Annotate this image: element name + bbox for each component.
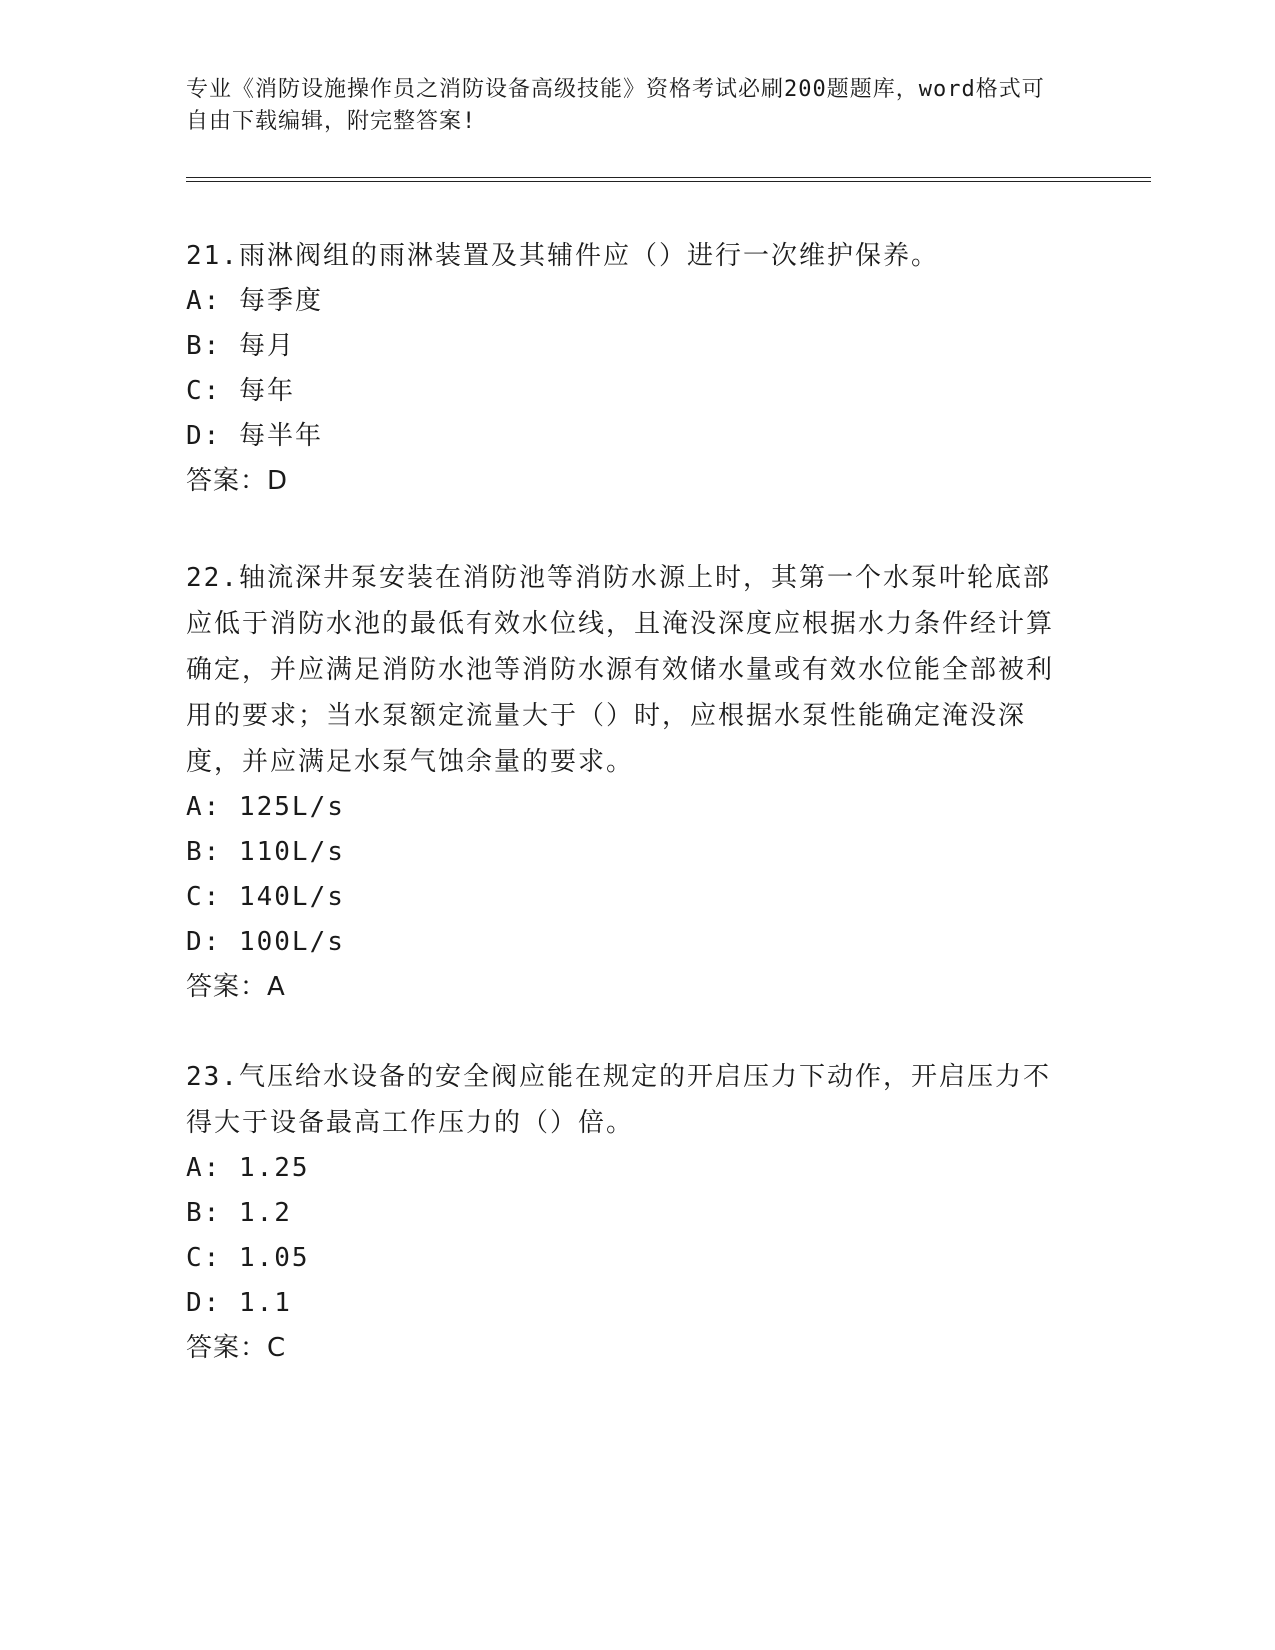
question-21 xyxy=(186,233,1066,504)
option-c: C: 140L/s xyxy=(186,882,345,912)
option-c: C: 1.05 xyxy=(186,1243,310,1273)
question-stem: 23.气压给水设备的安全阀应能在规定的开启压力下动作，开启压力不得大于设备最高工作压力的（）倍。 xyxy=(186,1062,1051,1138)
option-a: A: 每季度 xyxy=(186,286,323,316)
answer-line: 答案：C xyxy=(186,1333,287,1363)
question-stem: 21.雨淋阀组的雨淋装置及其辅件应（）进行一次维护保养。 xyxy=(186,241,939,271)
question-23 xyxy=(186,1054,1066,1371)
option-b: B: 110L/s xyxy=(186,837,345,867)
option-c: C: 每年 xyxy=(186,376,295,406)
option-a: A: 125L/s xyxy=(186,792,345,822)
option-a: A: 1.25 xyxy=(186,1153,310,1183)
option-b: B: 每月 xyxy=(186,331,295,361)
option-b: B: 1.2 xyxy=(186,1198,292,1228)
question-stem: 22.轴流深井泵安装在消防池等消防水源上时，其第一个水泵叶轮底部应低于消防水池的最低有效水位线，且淹没深度应根据水力条件经计算确定，并应满足消防水池等消防水源有效储水量或有效水位能全部被利用的要求；当水泵额定流量大于（）时，应根据水泵性能确定淹没深度，并应满足水泵气蚀余量的要求。 xyxy=(186,563,1055,777)
answer-line: 答案：D xyxy=(186,466,289,496)
question-22 xyxy=(186,555,1066,1010)
document-header: 专业《消防设施操作员之消防设备高级技能》资格考试必刷200题题库，word格式可自由下载编辑，附完整答案! xyxy=(186,77,1045,134)
option-d: D: 每半年 xyxy=(186,421,323,451)
header-divider-top xyxy=(186,177,1151,178)
option-d: D: 100L/s xyxy=(186,927,345,957)
header-divider-bottom xyxy=(186,181,1151,182)
answer-line: 答案：A xyxy=(186,972,286,1002)
option-d: D: 1.1 xyxy=(186,1288,292,1318)
